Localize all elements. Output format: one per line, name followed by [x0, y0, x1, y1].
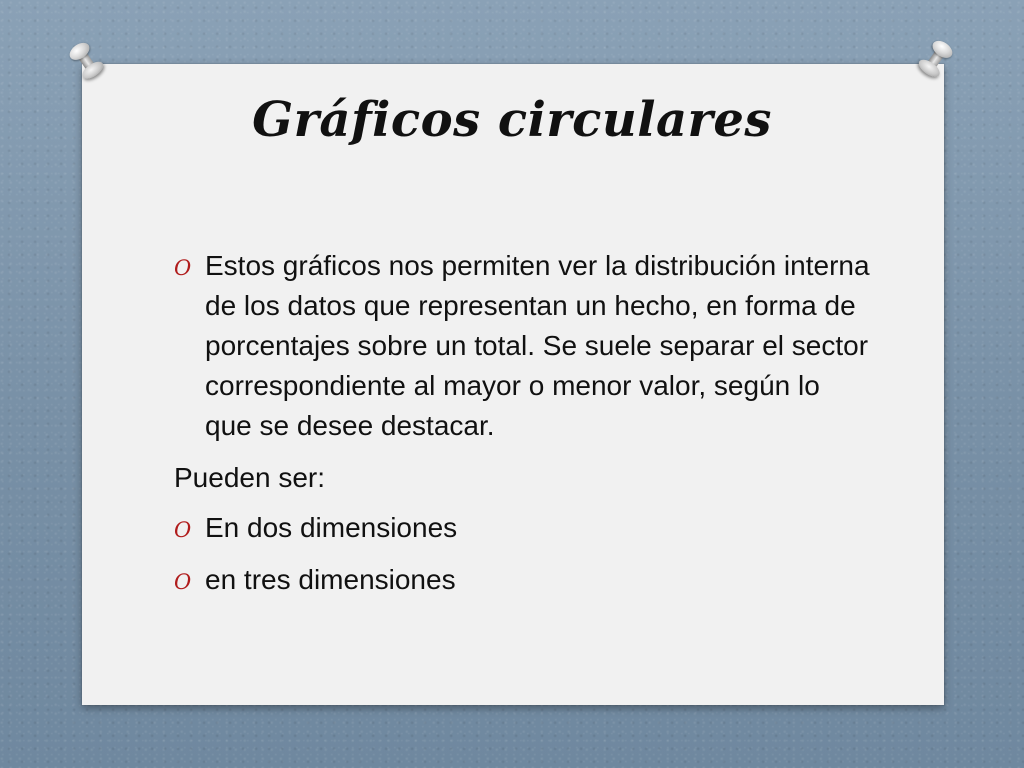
intro-line: Pueden ser: [174, 462, 325, 493]
list-item [174, 560, 874, 600]
list-item [174, 508, 874, 548]
bullet-o-icon: O [174, 256, 192, 280]
list-item-text: en tres dimensiones [205, 564, 456, 595]
slide-title: Gráficos circulares [252, 92, 772, 148]
bullet-o-icon: O [174, 518, 192, 542]
bullet-paragraph [174, 246, 874, 446]
bullet-o-icon: O [174, 570, 192, 594]
slide-body [174, 246, 874, 612]
list-item-text: En dos dimensiones [205, 512, 458, 543]
paragraph-text: Estos gráficos nos permiten ver la distribución interna de los datos que representan un hecho, en forma de porcentajes sobre un total. Se suele separar el sector correspondiente al mayor o menor valor, según lo que se desee destacar. [205, 250, 870, 441]
